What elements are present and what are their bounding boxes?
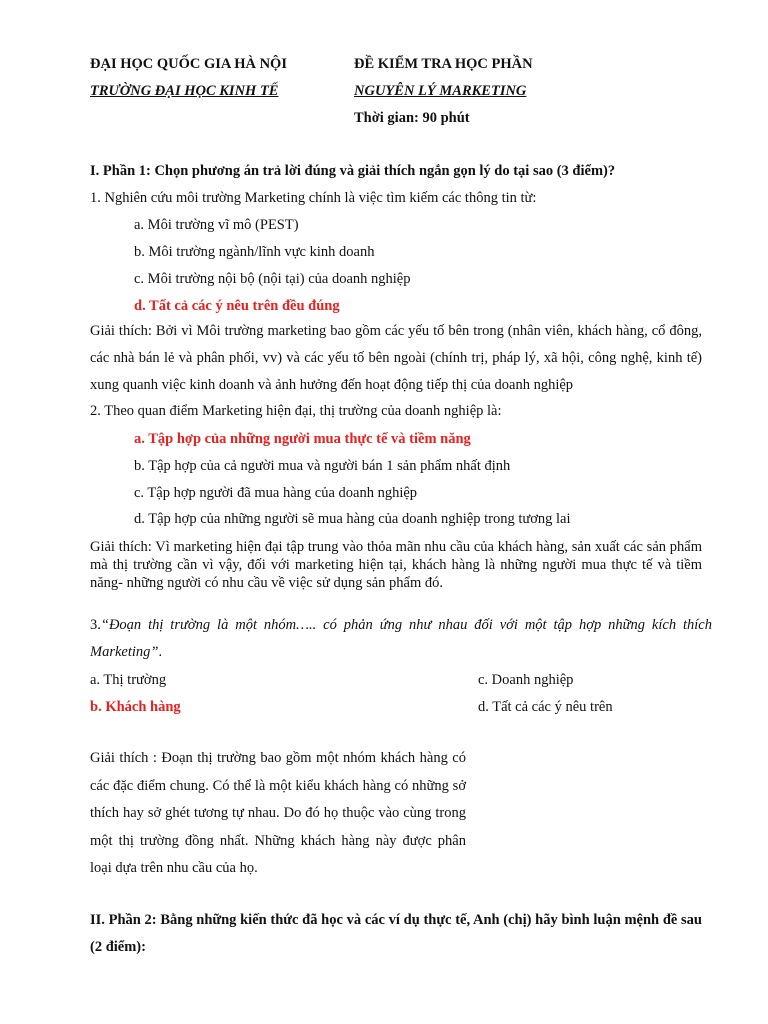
q1-option-d-correct: d. Tất cả các ý nêu trên đều đúng xyxy=(134,298,340,314)
q2-option-c: c. Tập hợp người đã mua hàng của doanh nghiệp xyxy=(134,485,418,501)
q3-option-c: c. Doanh nghiệp xyxy=(478,672,574,688)
q1-option-a: a. Môi trường vĩ mô (PEST) xyxy=(134,217,299,233)
q3-question-text: “Đoạn thị trường là một nhóm….. có phản ứng như nhau đối với một tập hợp những kích thích Marketing” xyxy=(90,617,712,660)
q3-question-end: . xyxy=(158,644,163,660)
q3-option-d: d. Tất cả các ý nêu trên xyxy=(478,699,613,715)
q1-explanation: Giải thích: Bởi vì Môi trường marketing bao gồm các yếu tố bên trong (nhân viên, khách hàng, cổ đông, các nhà bán lẻ và phân phối, vv) và các yếu tố bên ngoài (chính trị, pháp lý, xã hội, công nghệ, kinh tế) xung quanh việc kinh doanh và ảnh hưởng đến hoạt động tiếp thị của doanh nghiệp xyxy=(90,323,702,393)
part2-heading: II. Phần 2: Bằng những kiến thức đã học và các ví dụ thực tế, Anh (chị) hãy bình luận mệnh đề sau (2 điểm): xyxy=(90,912,702,955)
part1-heading: I. Phần 1: Chọn phương án trả lời đúng và giải thích ngắn gọn lý do tại sao (3 điểm)? xyxy=(90,163,616,179)
q3-question xyxy=(90,612,712,666)
q2-option-b: b. Tập hợp của cả người mua và người bán 1 sản phẩm nhất định xyxy=(134,458,511,474)
university-name: ĐẠI HỌC QUỐC GIA HÀ NỘI xyxy=(90,56,287,72)
q3-explanation: Giải thích : Đoạn thị trường bao gồm một nhóm khách hàng có các đặc điểm chung. Có thể là một kiểu khách hàng có những sở thích hay sở ghét tương tự nhau. Do đó họ thuộc vào cùng trong một thị trường đồng nhất. Những khách hàng này được phân loại dựa trên nhu cầu của họ. xyxy=(90,750,466,876)
q1-option-b: b. Môi trường ngành/lĩnh vực kinh doanh xyxy=(134,244,375,260)
q2-question: 2. Theo quan điểm Marketing hiện đại, thị trường của doanh nghiệp là: xyxy=(90,403,502,419)
course-name: NGUYÊN LÝ MARKETING xyxy=(354,83,527,99)
q2-option-d: d. Tập hợp của những người sẽ mua hàng của doanh nghiệp trong tương lai xyxy=(134,511,571,527)
exam-duration: Thời gian: 90 phút xyxy=(354,110,470,126)
q3-option-b-correct: b. Khách hàng xyxy=(90,699,181,715)
exam-title: ĐỀ KIỂM TRA HỌC PHẦN xyxy=(354,56,533,72)
q2-option-a-correct: a. Tập hợp của những người mua thực tế và tiềm năng xyxy=(134,431,471,447)
q3-number: 3. xyxy=(90,617,101,633)
q2-explanation: Giải thích: Vì marketing hiện đại tập trung vào thỏa mãn nhu cầu của khách hàng, sản xuất các sản phẩm mà thị trường cần vì vậy, đối với marketing hiện tại, khách hàng là những người mua thực tế và tiềm năng- những người có nhu cầu về việc sử dụng sản phẩm đó. xyxy=(90,539,702,591)
school-name: TRƯỜNG ĐẠI HỌC KINH TẾ xyxy=(90,83,279,99)
q1-question: 1. Nghiên cứu môi trường Marketing chính là việc tìm kiếm các thông tin từ: xyxy=(90,190,537,206)
q1-option-c: c. Môi trường nội bộ (nội tại) của doanh nghiệp xyxy=(134,271,411,287)
q3-option-a: a. Thị trường xyxy=(90,672,167,688)
